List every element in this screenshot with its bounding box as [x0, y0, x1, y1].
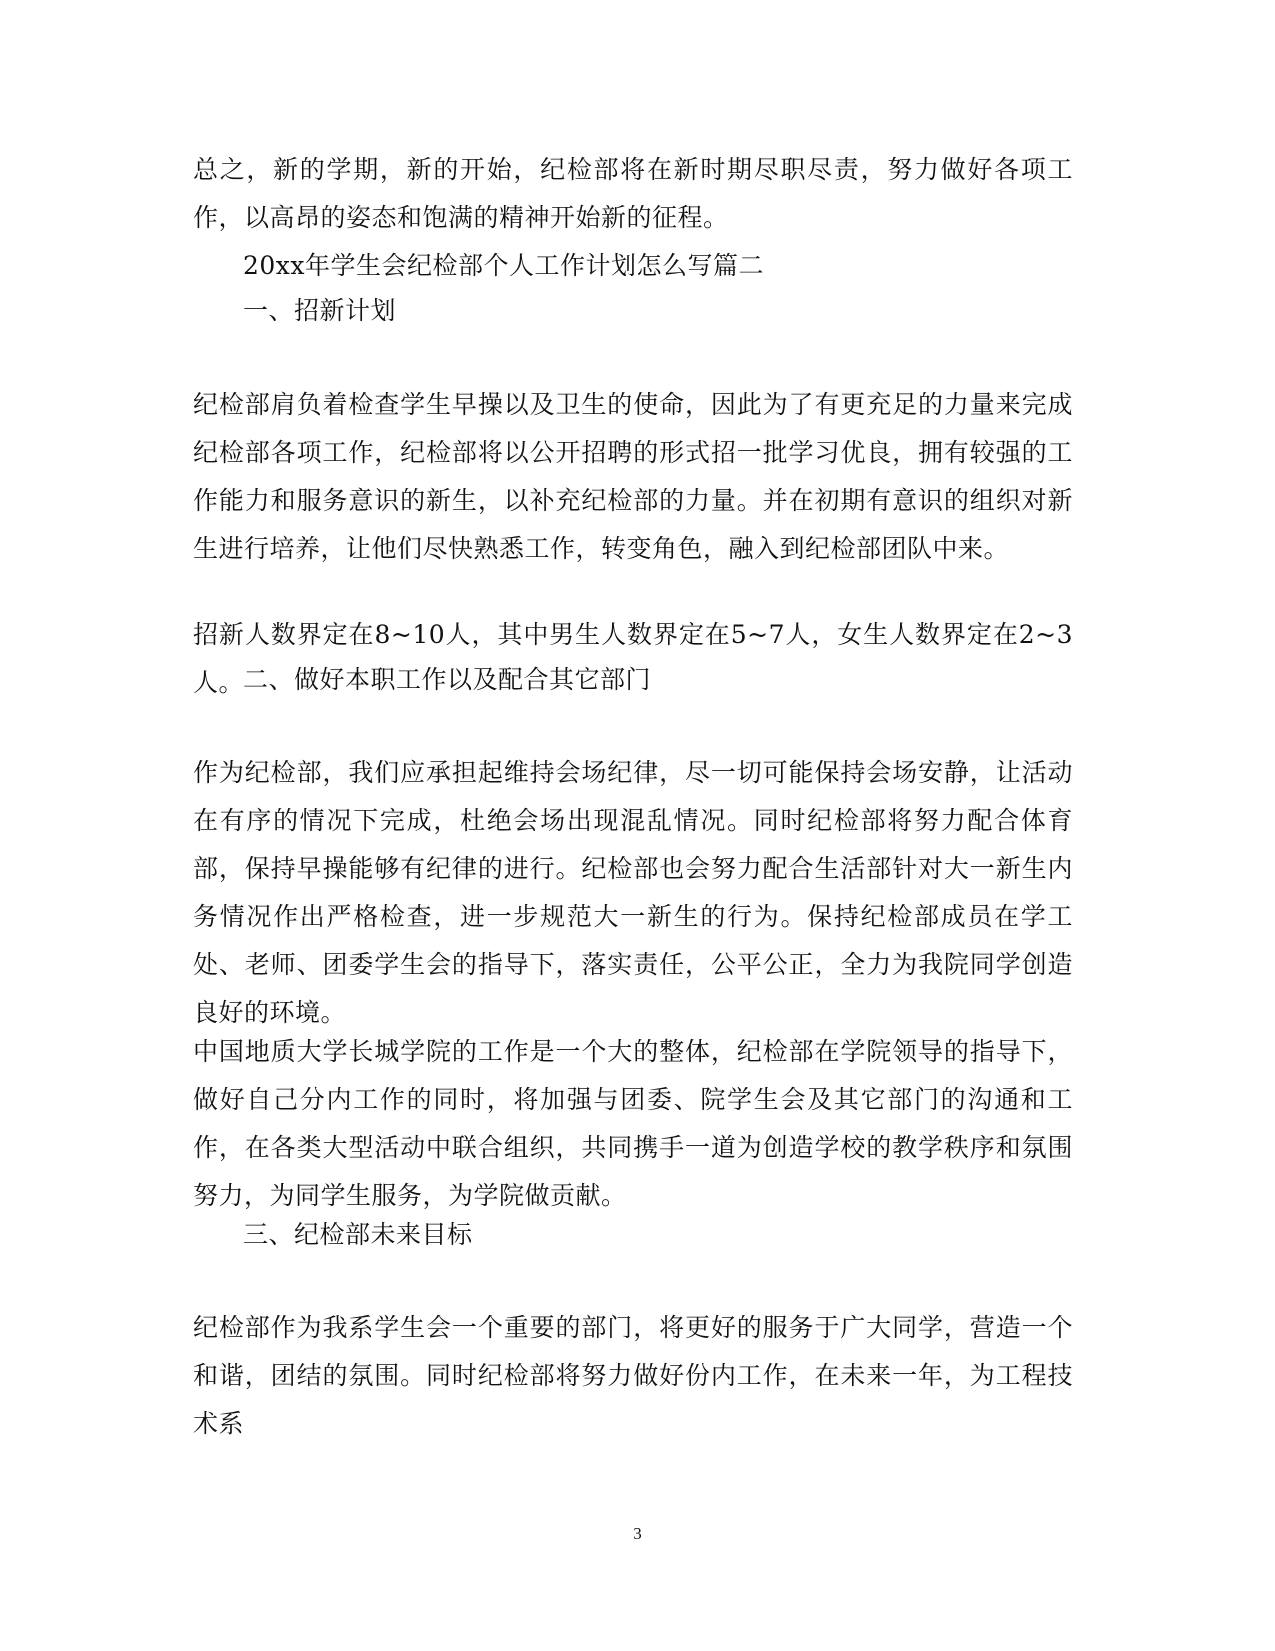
paragraph-recruitment: 纪检部肩负着检查学生早操以及卫生的使命，因此为了有更充足的力量来完成纪检部各项工作，纪检部将以公开招聘的形式招一批学习优良，拥有较强的工作能力和服务意识的新生，以补充纪检部的力量。并在初期有意识的组织对新生进行培养，让他们尽快熟悉工作，转变角色，融入到纪检部团队中来。 — [193, 390, 1073, 563]
section-title: 20xx年学生会纪检部个人工作计划怎么写篇二 — [243, 251, 765, 280]
paragraph-goals: 纪检部作为我系学生会一个重要的部门，将更好的服务于广大同学，营造一个和谐，团结的氛围。同时纪检部将努力做好份内工作，在未来一年，为工程技术系 — [193, 1313, 1073, 1438]
heading-recruitment: 一、招新计划 — [243, 296, 397, 325]
paragraph-conclusion: 总之，新的学期，新的开始，纪检部将在新时期尽职尽责，努力做好各项工作，以高昂的姿态和饱满的精神开始新的征程。 — [193, 155, 1073, 232]
paragraph-cooperation: 中国地质大学长城学院的工作是一个大的整体，纪检部在学院领导的指导下，做好自己分内工作的同时，将加强与团委、院学生会及其它部门的沟通和工作，在各类大型活动中联合组织，共同携手一道为创造学校的教学秩序和氛围努力，为同学生服务，为学院做贡献。 — [193, 1037, 1073, 1210]
heading-duties: 二、做好本职工作以及配合其它部门 — [243, 665, 652, 694]
paragraph-recruit-numbers: 招新人数界定在8~10人，其中男生人数界定在5~7人，女生人数界定在2~3人。 — [193, 620, 1073, 697]
paragraph-duties: 作为纪检部，我们应承担起维持会场纪律，尽一切可能保持会场安静，让活动在有序的情况下完成，杜绝会场出现混乱情况。同时纪检部将努力配合体育部，保持早操能够有纪律的进行。纪检部也会努力配合生活部针对大一新生内务情况作出严格检查，进一步规范大一新生的行为。保持纪检部成员在学工处、老师、团委学生会的指导下，落实责任，公平公正，全力为我院同学创造良好的环境。 — [193, 758, 1073, 1027]
page-number: 3 — [633, 1524, 642, 1543]
heading-goals: 三、纪检部未来目标 — [243, 1220, 473, 1249]
